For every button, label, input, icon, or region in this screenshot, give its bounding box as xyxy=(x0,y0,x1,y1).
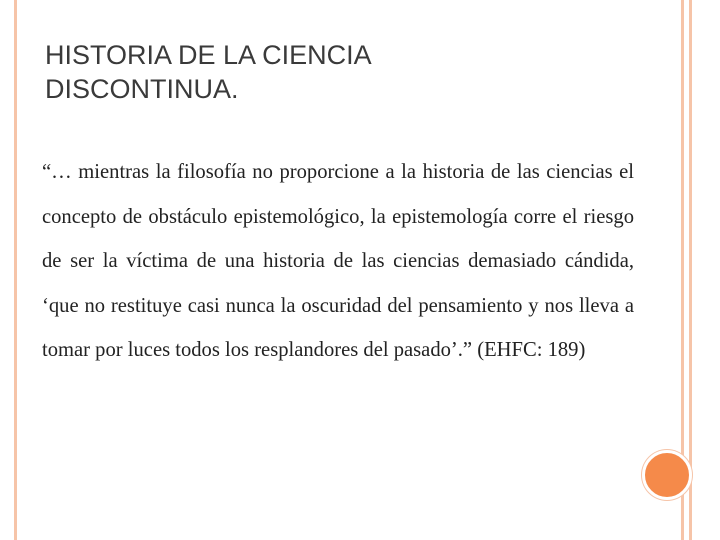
quote-paragraph: “… mientras la filosofía no proporcione a la historia de las ciencias el concepto de obstáculo epistemológico, la epistemología corre el riesgo de ser la víctima de una historia de las ciencias demasiado cándida, ‘que no restituye casi nunca la oscuridad del pensamiento y nos lleva a tomar por luces todos los resplandores del pasado’.” (EHFC: 189) xyxy=(42,161,634,361)
slide-title-line-1: HISTORIA DE LA CIENCIA xyxy=(45,40,372,70)
left-frame-line xyxy=(0,0,17,540)
orange-circle-decoration xyxy=(642,450,692,500)
slide-title xyxy=(45,38,605,106)
slide-title-line-2: DISCONTINUA. xyxy=(45,74,239,105)
